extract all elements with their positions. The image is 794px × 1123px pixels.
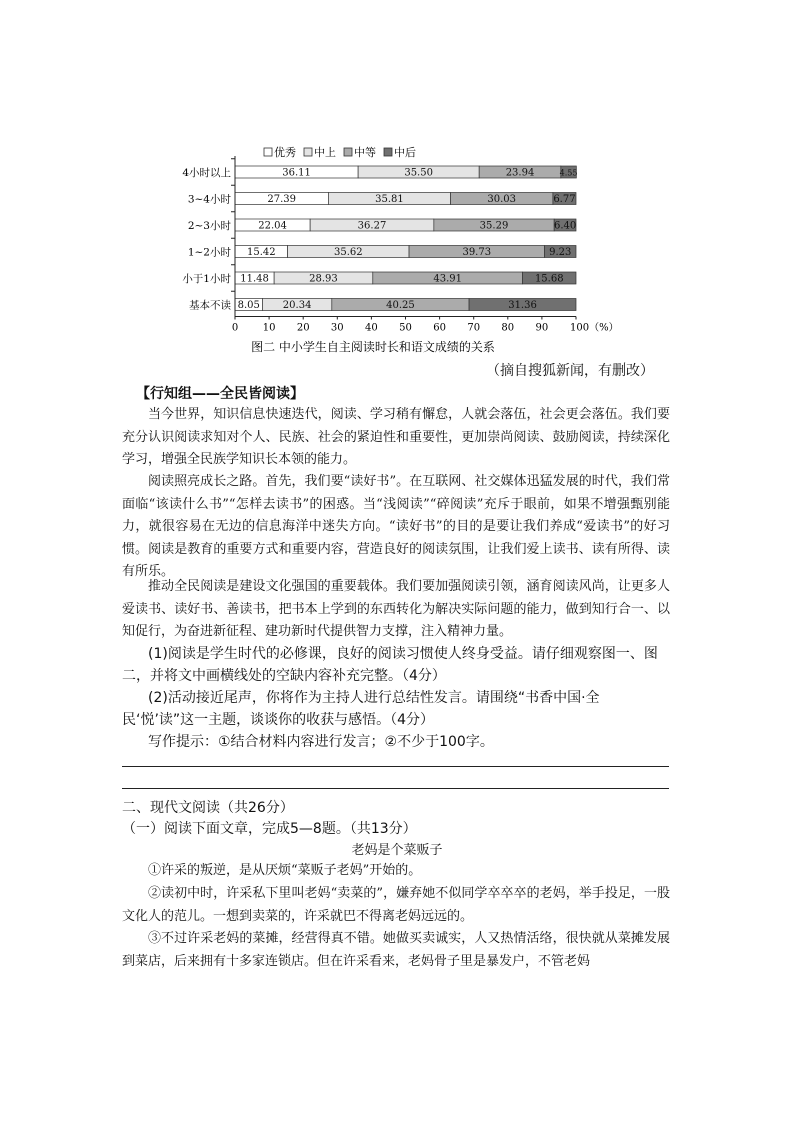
legend-swatch (304, 148, 312, 156)
x-tick-label: 60 (433, 322, 446, 334)
section-heading: 【行知组——全民皆阅读】 (136, 386, 304, 402)
data-label: 23.94 (505, 167, 535, 179)
data-label: 15.68 (534, 273, 564, 285)
data-label: 35.81 (375, 194, 404, 205)
legend-label: 优秀 (274, 146, 296, 159)
category-label: 3~4小时 (187, 193, 231, 206)
category-label: 2~3小时 (187, 220, 231, 232)
data-label: 30.03 (487, 194, 517, 205)
data-label: 4.55 (559, 168, 578, 178)
data-label: 6.40 (553, 220, 577, 232)
stacked-bar-chart (170, 138, 640, 360)
legend-label: 中上 (314, 146, 336, 159)
chart-legend (264, 145, 416, 159)
data-label: 43.91 (433, 273, 462, 285)
data-label: 20.34 (282, 300, 312, 311)
data-label: 35.50 (404, 167, 433, 179)
legend-swatch (264, 148, 272, 156)
legend-swatch (384, 148, 392, 156)
x-tick-label: 0 (231, 322, 239, 334)
article-title: 老妈是个菜贩子 (351, 843, 443, 858)
x-tick-label: 30 (330, 322, 344, 334)
part-two-subheading: （一）阅读下面文章，完成5—8题。（共13分） (122, 821, 417, 837)
category-label: 1~2小时 (187, 246, 231, 259)
paragraph-3: 推动全民阅读是建设文化强国的重要载体。我们要加强阅读引领，涵育阅读风尚，让更多人爱读书、读好书、善读书，把书本上学到的东西转化为解决实际问题的能力，做到知行合一、以知促行，为奋进新征程、建功新时代提供智力支撑，注入精神力量。 (122, 579, 670, 639)
category-label: 小于1小时 (182, 273, 231, 285)
article-paragraph-3: ③不过许采老妈的菜摊，经营得真不错。她做买卖诚实，人又热情活络，很快就从菜摊发展到菜店，后来拥有十多家连锁店。但在许采看来，老妈骨子里是暴发户，不管老妈 (122, 931, 670, 969)
data-label: 36.11 (282, 167, 311, 179)
question-2: (2)活动接近尾声，你将作为主持人进行总结性发言。请围绕“书香中国·全民‘悦’读”这一主题，谈谈你的收获与感悟。（4分） (122, 690, 600, 728)
question-1: (1)阅读是学生时代的必修课，良好的阅读习惯使人终身受益。请仔细观察图一、图二，并将文中画横线处的空缺内容补充完整。（4分） (122, 646, 658, 684)
x-tick-label: 90 (535, 322, 549, 334)
data-label: 28.93 (309, 273, 338, 285)
x-tick-label: 70 (467, 322, 481, 334)
data-label: 35.29 (479, 220, 509, 232)
data-label: 31.36 (508, 300, 537, 311)
data-label: 11.48 (240, 273, 269, 285)
category-label: 4小时以上 (182, 167, 231, 179)
source-note: （摘自搜狐新闻，有删改） (486, 363, 654, 379)
data-label: 36.27 (357, 220, 387, 232)
data-label: 39.73 (462, 247, 492, 258)
paragraph-2: 阅读照亮成长之路。首先，我们要“读好书”。在互联网、社交媒体迅猛发展的时代，我们常面临“该读什么书”“怎样去读书”的困惑。当“浅阅读”“碎阅读”充斥于眼前，如果不增强甄别能力，就很容易在无边的信息海洋中迷失方向。“读好书”的目的是要让我们养成“爱读书”的好习惯。阅读是教育的重要方式和重要内容，营造良好的阅读氛围，让我们爱上读书、读有所得、读有所乐。 (122, 474, 670, 579)
category-label: 基本不读 (189, 299, 231, 312)
article-paragraph-1: ①许采的叛逆，是从厌烦“菜贩子老妈”开始的。 (148, 863, 422, 878)
answer-line-1 (122, 766, 669, 767)
chart-title: 图二 中小学生自主阅读时长和语文成绩的关系 (251, 340, 495, 354)
data-label: 8.05 (237, 300, 260, 311)
data-label: 22.04 (258, 220, 287, 232)
x-tick-label: 40 (365, 322, 378, 334)
legend-label: 中后 (394, 146, 416, 159)
data-label: 15.42 (246, 247, 276, 258)
answer-line-2 (122, 788, 669, 789)
chart-bars (235, 166, 577, 311)
legend-swatch (344, 148, 352, 156)
x-tick-label: 20 (296, 322, 310, 334)
data-label: 6.77 (553, 194, 576, 205)
legend-label: 中等 (354, 146, 376, 159)
x-tick-label: 10 (262, 322, 276, 334)
data-label: 35.62 (333, 247, 363, 258)
data-label: 40.25 (386, 300, 415, 311)
data-label: 27.39 (267, 194, 297, 205)
x-tick-label: 50 (399, 322, 412, 334)
writing-hint: 写作提示：①结合材料内容进行发言；②不少于100字。 (148, 734, 494, 750)
paragraph-1: 当今世界，知识信息快速迭代，阅读、学习稍有懈怠，人就会落伍，社会更会落伍。我们要充分认识阅读求知对个人、民族、社会的紧迫性和重要性，更加崇尚阅读、鼓励阅读，持续深化学习，增强全民族学知识长本领的能力。 (122, 407, 670, 467)
x-tick-label: 100（%） (570, 322, 619, 334)
part-two-heading: 二、现代文阅读（共26分） (122, 800, 294, 816)
article-paragraph-2: ②读初中时，许采私下里叫老妈“卖菜的”，嫌弃她不似同学卒卒卒的老妈，举手投足，一股文化人的范儿。一想到卖菜的，许采就巴不得离老妈远远的。 (122, 886, 670, 924)
x-tick-label: 80 (501, 322, 515, 334)
data-label: 9.23 (549, 247, 572, 258)
